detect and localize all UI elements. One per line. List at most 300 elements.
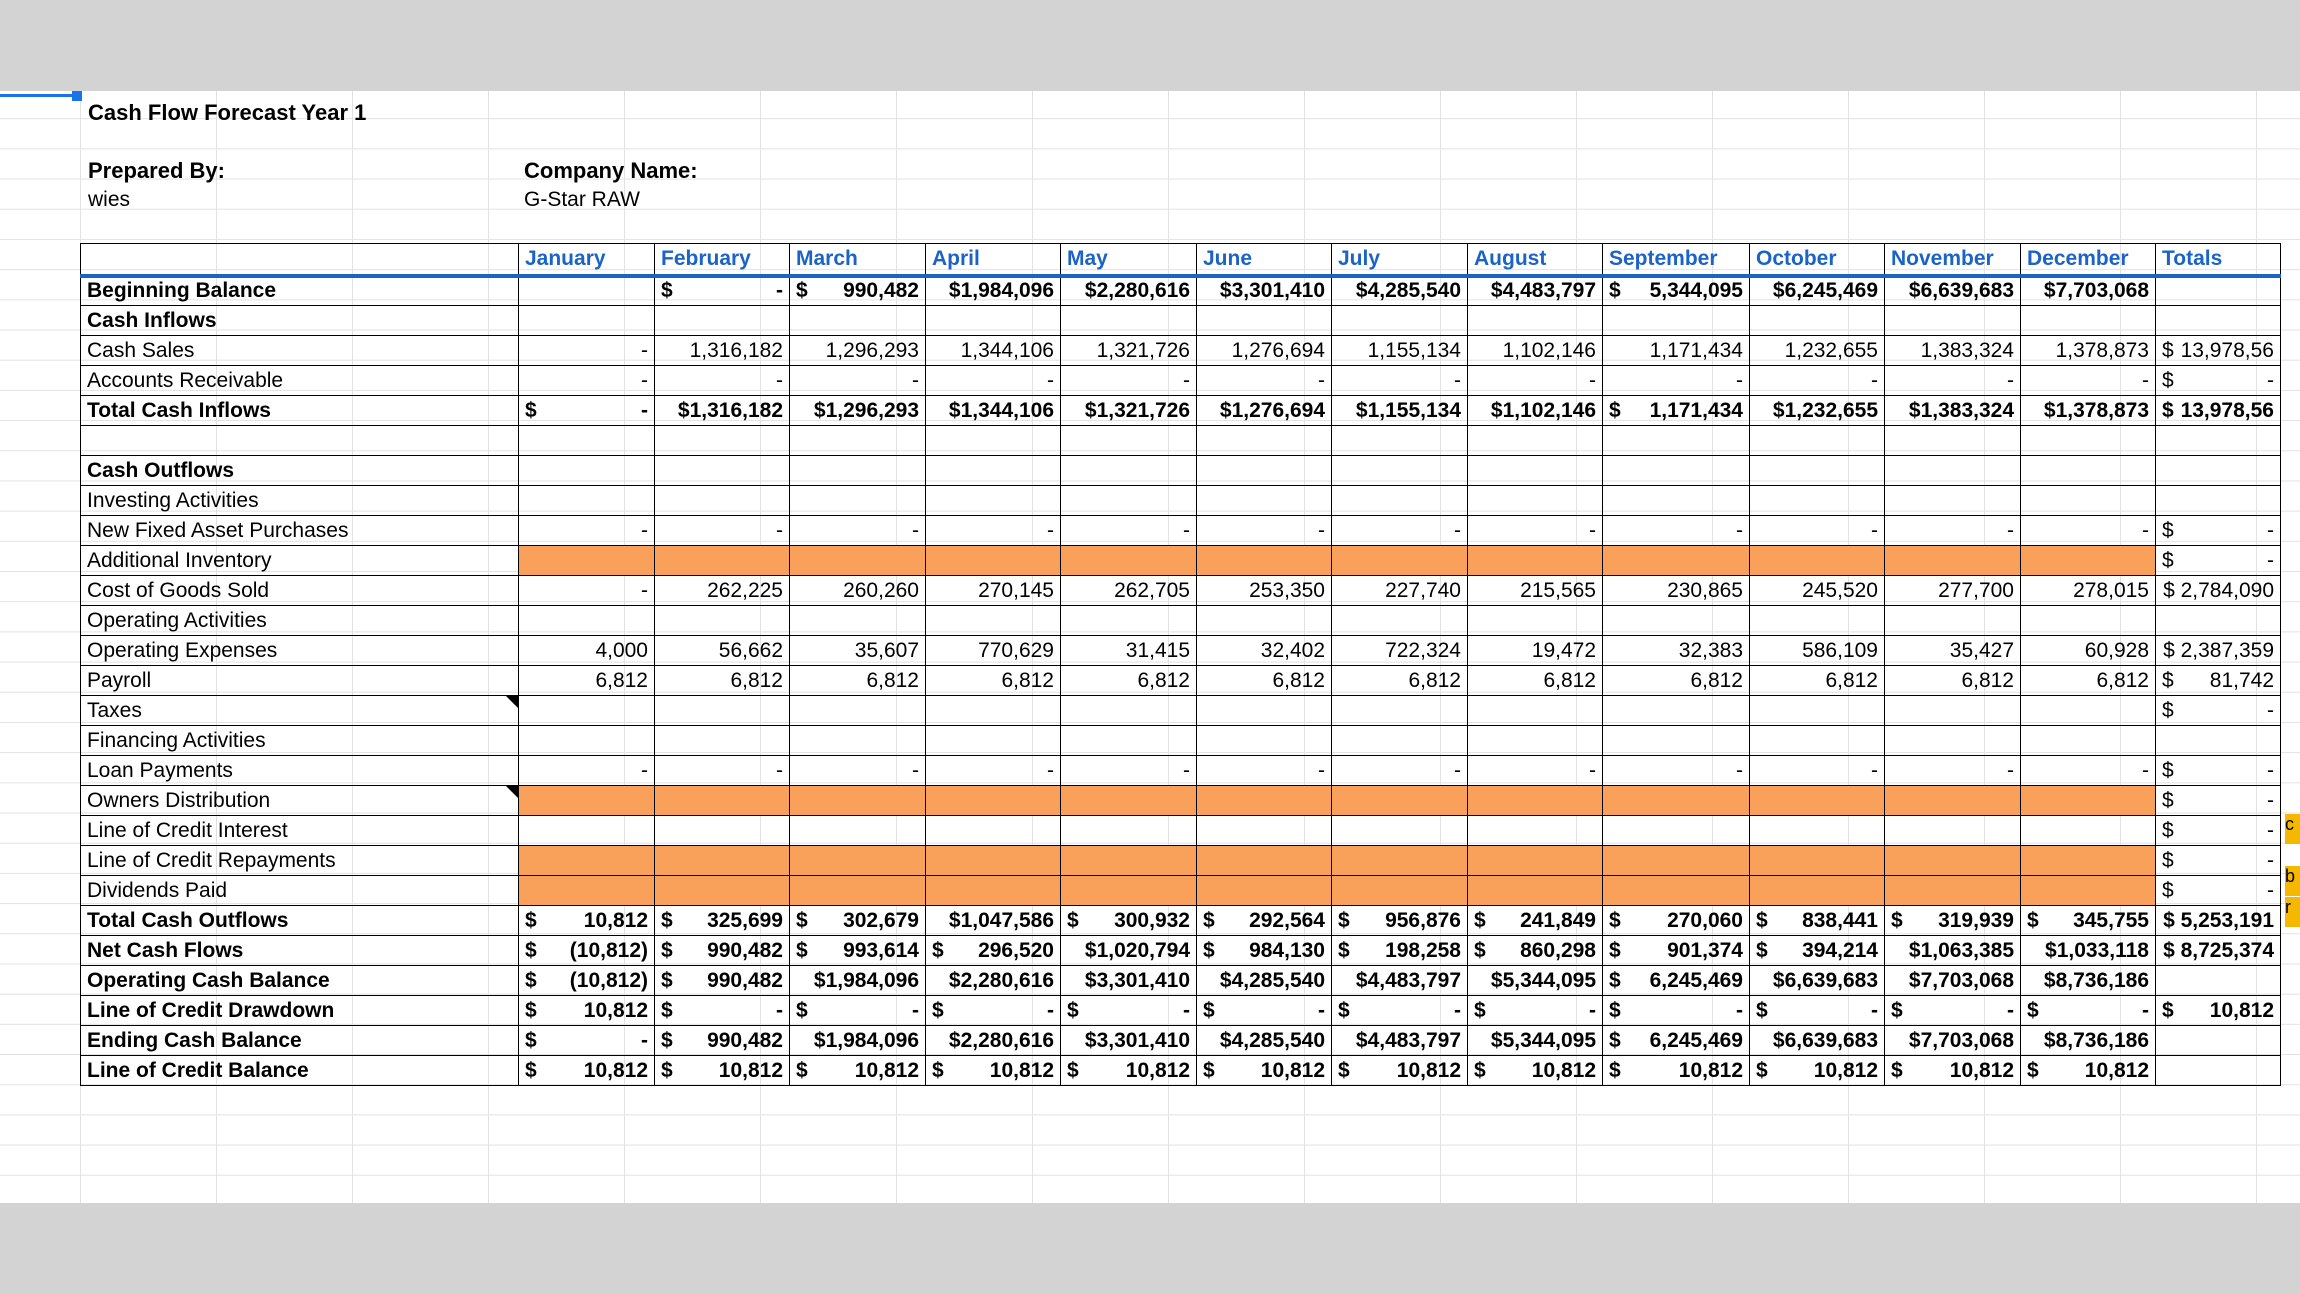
value-cell[interactable] — [926, 306, 1061, 336]
value-cell[interactable]: 262,705 — [1061, 576, 1197, 606]
total-cell[interactable] — [2156, 726, 2281, 756]
column-header-august[interactable]: August — [1468, 244, 1603, 276]
row-label[interactable]: Cost of Goods Sold — [81, 576, 519, 606]
row-label[interactable]: Total Cash Inflows — [81, 396, 519, 426]
row-label[interactable]: Financing Activities — [81, 726, 519, 756]
total-cell[interactable] — [2156, 486, 2281, 516]
value-cell[interactable] — [655, 606, 790, 636]
value-cell[interactable] — [1332, 696, 1468, 726]
total-cell[interactable] — [2156, 1026, 2281, 1056]
total-cell[interactable] — [2156, 816, 2281, 846]
value-cell[interactable] — [519, 306, 655, 336]
value-cell[interactable] — [655, 1026, 790, 1056]
row-label[interactable]: Line of Credit Balance — [81, 1056, 519, 1086]
row-label[interactable]: Line of Credit Interest — [81, 816, 519, 846]
row-label[interactable]: Operating Cash Balance — [81, 966, 519, 996]
value-cell[interactable] — [519, 456, 655, 486]
value-cell[interactable] — [790, 876, 926, 906]
prepared-by-value[interactable]: wies — [88, 188, 131, 211]
row-label[interactable]: Cash Sales — [81, 336, 519, 366]
value-cell[interactable] — [1332, 1056, 1468, 1086]
value-cell[interactable] — [519, 936, 655, 966]
value-cell[interactable]: 230,865 — [1603, 576, 1750, 606]
value-cell[interactable] — [1750, 426, 1885, 456]
value-cell[interactable]: 1,316,182 — [655, 336, 790, 366]
row-label[interactable]: Accounts Receivable — [81, 366, 519, 396]
value-cell[interactable]: $4,285,540 — [1197, 1026, 1332, 1056]
value-cell[interactable]: $8,736,186 — [2021, 966, 2156, 996]
value-cell[interactable] — [1750, 1056, 1885, 1086]
value-cell[interactable] — [655, 426, 790, 456]
column-header-january[interactable]: January — [519, 244, 655, 276]
value-cell[interactable]: - — [1197, 366, 1332, 396]
value-cell[interactable] — [790, 996, 926, 1026]
value-cell[interactable] — [2021, 456, 2156, 486]
total-cell[interactable] — [2156, 426, 2281, 456]
value-cell[interactable] — [790, 276, 926, 306]
row-label[interactable]: Beginning Balance — [81, 276, 519, 306]
value-cell[interactable] — [926, 936, 1061, 966]
value-cell[interactable] — [1885, 696, 2021, 726]
value-cell[interactable] — [1603, 486, 1750, 516]
value-cell[interactable]: $4,285,540 — [1197, 966, 1332, 996]
value-cell[interactable] — [655, 996, 790, 1026]
value-cell[interactable]: - — [1197, 516, 1332, 546]
value-cell[interactable] — [1197, 996, 1332, 1026]
value-cell[interactable] — [790, 606, 926, 636]
value-cell[interactable] — [1332, 936, 1468, 966]
value-cell[interactable]: 270,145 — [926, 576, 1061, 606]
value-cell[interactable] — [1061, 786, 1197, 816]
row-label[interactable]: Additional Inventory — [81, 546, 519, 576]
value-cell[interactable] — [1061, 486, 1197, 516]
value-cell[interactable]: - — [1061, 366, 1197, 396]
value-cell[interactable] — [790, 1056, 926, 1086]
value-cell[interactable]: $6,639,683 — [1750, 966, 1885, 996]
value-cell[interactable] — [655, 1056, 790, 1086]
value-cell[interactable] — [1885, 816, 2021, 846]
value-cell[interactable] — [519, 276, 655, 306]
value-cell[interactable] — [1197, 456, 1332, 486]
value-cell[interactable] — [1468, 786, 1603, 816]
value-cell[interactable]: 1,344,106 — [926, 336, 1061, 366]
value-cell[interactable] — [1468, 486, 1603, 516]
value-cell[interactable] — [1603, 306, 1750, 336]
value-cell[interactable] — [1061, 306, 1197, 336]
value-cell[interactable]: - — [519, 366, 655, 396]
value-cell[interactable] — [1885, 786, 2021, 816]
column-header-july[interactable]: July — [1332, 244, 1468, 276]
row-label[interactable]: Taxes — [81, 696, 519, 726]
row-label[interactable]: Payroll — [81, 666, 519, 696]
value-cell[interactable]: 227,740 — [1332, 576, 1468, 606]
value-cell[interactable] — [1197, 606, 1332, 636]
value-cell[interactable] — [1197, 876, 1332, 906]
value-cell[interactable] — [926, 546, 1061, 576]
value-cell[interactable] — [2021, 876, 2156, 906]
value-cell[interactable] — [1061, 696, 1197, 726]
value-cell[interactable] — [1197, 1056, 1332, 1086]
value-cell[interactable] — [519, 906, 655, 936]
value-cell[interactable] — [1885, 726, 2021, 756]
value-cell[interactable] — [1603, 546, 1750, 576]
value-cell[interactable]: $6,639,683 — [1750, 1026, 1885, 1056]
value-cell[interactable]: 6,812 — [655, 666, 790, 696]
row-label[interactable]: New Fixed Asset Purchases — [81, 516, 519, 546]
value-cell[interactable]: 770,629 — [926, 636, 1061, 666]
value-cell[interactable] — [1603, 606, 1750, 636]
value-cell[interactable] — [1468, 816, 1603, 846]
total-cell[interactable] — [2156, 966, 2281, 996]
total-cell[interactable] — [2156, 666, 2281, 696]
value-cell[interactable]: 19,472 — [1468, 636, 1603, 666]
value-cell[interactable] — [1603, 276, 1750, 306]
value-cell[interactable]: 586,109 — [1750, 636, 1885, 666]
value-cell[interactable]: $1,984,096 — [926, 276, 1061, 306]
value-cell[interactable] — [519, 486, 655, 516]
value-cell[interactable] — [1603, 906, 1750, 936]
value-cell[interactable]: $4,483,797 — [1468, 276, 1603, 306]
column-header-may[interactable]: May — [1061, 244, 1197, 276]
value-cell[interactable] — [655, 846, 790, 876]
value-cell[interactable]: 6,812 — [1468, 666, 1603, 696]
value-cell[interactable] — [790, 696, 926, 726]
value-cell[interactable] — [519, 1026, 655, 1056]
total-cell[interactable] — [2156, 846, 2281, 876]
value-cell[interactable]: - — [1332, 756, 1468, 786]
value-cell[interactable] — [1332, 726, 1468, 756]
value-cell[interactable]: 278,015 — [2021, 576, 2156, 606]
value-cell[interactable] — [1603, 876, 1750, 906]
value-cell[interactable]: 6,812 — [2021, 666, 2156, 696]
value-cell[interactable] — [1885, 906, 2021, 936]
value-cell[interactable]: - — [1603, 366, 1750, 396]
value-cell[interactable]: $1,984,096 — [790, 966, 926, 996]
value-cell[interactable]: $5,344,095 — [1468, 1026, 1603, 1056]
value-cell[interactable] — [1332, 876, 1468, 906]
value-cell[interactable]: - — [1603, 756, 1750, 786]
column-header-totals[interactable]: Totals — [2156, 244, 2281, 276]
value-cell[interactable]: $1,984,096 — [790, 1026, 926, 1056]
value-cell[interactable] — [1885, 876, 2021, 906]
value-cell[interactable]: $1,033,118 — [2021, 936, 2156, 966]
value-cell[interactable] — [1750, 726, 1885, 756]
value-cell[interactable]: 6,812 — [1750, 666, 1885, 696]
value-cell[interactable] — [1603, 996, 1750, 1026]
value-cell[interactable] — [1468, 1056, 1603, 1086]
value-cell[interactable]: 1,321,726 — [1061, 336, 1197, 366]
value-cell[interactable] — [790, 456, 926, 486]
value-cell[interactable] — [1061, 546, 1197, 576]
total-cell[interactable] — [2156, 306, 2281, 336]
value-cell[interactable]: 215,565 — [1468, 576, 1603, 606]
value-cell[interactable] — [2021, 906, 2156, 936]
value-cell[interactable]: 1,102,146 — [1468, 336, 1603, 366]
value-cell[interactable] — [519, 846, 655, 876]
total-cell[interactable] — [2156, 516, 2281, 546]
value-cell[interactable] — [1750, 846, 1885, 876]
value-cell[interactable] — [1468, 996, 1603, 1026]
value-cell[interactable] — [2021, 426, 2156, 456]
value-cell[interactable]: - — [655, 366, 790, 396]
value-cell[interactable]: 6,812 — [1197, 666, 1332, 696]
row-label[interactable]: Cash Outflows — [81, 456, 519, 486]
value-cell[interactable]: 32,383 — [1603, 636, 1750, 666]
prepared-by-label[interactable]: Prepared By: — [88, 158, 225, 183]
value-cell[interactable] — [519, 546, 655, 576]
column-header-march[interactable]: March — [790, 244, 926, 276]
value-cell[interactable] — [655, 966, 790, 996]
value-cell[interactable] — [790, 936, 926, 966]
value-cell[interactable] — [519, 696, 655, 726]
total-cell[interactable]: $ 2,387,359 — [2156, 636, 2281, 666]
value-cell[interactable] — [655, 546, 790, 576]
value-cell[interactable] — [1885, 846, 2021, 876]
value-cell[interactable] — [1197, 546, 1332, 576]
partial-cell[interactable]: b — [2285, 866, 2300, 896]
value-cell[interactable]: $1,020,794 — [1061, 936, 1197, 966]
value-cell[interactable] — [519, 816, 655, 846]
value-cell[interactable] — [790, 426, 926, 456]
value-cell[interactable]: $3,301,410 — [1061, 966, 1197, 996]
value-cell[interactable] — [1885, 426, 2021, 456]
value-cell[interactable]: 4,000 — [519, 636, 655, 666]
value-cell[interactable]: 31,415 — [1061, 636, 1197, 666]
value-cell[interactable]: 6,812 — [1332, 666, 1468, 696]
value-cell[interactable] — [1332, 426, 1468, 456]
partial-cell[interactable]: r — [2285, 897, 2300, 927]
value-cell[interactable]: 35,607 — [790, 636, 926, 666]
value-cell[interactable]: 56,662 — [655, 636, 790, 666]
value-cell[interactable] — [1468, 906, 1603, 936]
value-cell[interactable] — [926, 846, 1061, 876]
value-cell[interactable]: $1,378,873 — [2021, 396, 2156, 426]
value-cell[interactable] — [1197, 306, 1332, 336]
value-cell[interactable] — [1750, 606, 1885, 636]
value-cell[interactable]: 1,276,694 — [1197, 336, 1332, 366]
value-cell[interactable] — [1750, 876, 1885, 906]
value-cell[interactable]: $1,344,106 — [926, 396, 1061, 426]
value-cell[interactable] — [1061, 426, 1197, 456]
value-cell[interactable] — [1061, 876, 1197, 906]
value-cell[interactable]: - — [2021, 366, 2156, 396]
row-label[interactable]: Line of Credit Repayments — [81, 846, 519, 876]
value-cell[interactable] — [1885, 306, 2021, 336]
value-cell[interactable] — [1197, 486, 1332, 516]
value-cell[interactable]: $1,276,694 — [1197, 396, 1332, 426]
value-cell[interactable] — [790, 816, 926, 846]
value-cell[interactable] — [926, 696, 1061, 726]
total-cell[interactable] — [2156, 276, 2281, 306]
value-cell[interactable] — [1603, 696, 1750, 726]
value-cell[interactable] — [1468, 606, 1603, 636]
value-cell[interactable] — [1885, 996, 2021, 1026]
value-cell[interactable]: $2,280,616 — [926, 966, 1061, 996]
value-cell[interactable] — [1603, 456, 1750, 486]
value-cell[interactable] — [1603, 786, 1750, 816]
value-cell[interactable] — [1332, 606, 1468, 636]
value-cell[interactable] — [1750, 786, 1885, 816]
value-cell[interactable]: 722,324 — [1332, 636, 1468, 666]
value-cell[interactable]: - — [926, 366, 1061, 396]
value-cell[interactable]: - — [1750, 756, 1885, 786]
value-cell[interactable]: 1,296,293 — [790, 336, 926, 366]
value-cell[interactable] — [926, 486, 1061, 516]
value-cell[interactable] — [655, 456, 790, 486]
value-cell[interactable] — [1197, 696, 1332, 726]
total-cell[interactable] — [2156, 1056, 2281, 1086]
value-cell[interactable]: 253,350 — [1197, 576, 1332, 606]
value-cell[interactable]: - — [1750, 366, 1885, 396]
value-cell[interactable] — [1603, 1026, 1750, 1056]
value-cell[interactable]: - — [1332, 516, 1468, 546]
value-cell[interactable]: - — [1885, 366, 2021, 396]
value-cell[interactable] — [1885, 486, 2021, 516]
column-header-december[interactable]: December — [2021, 244, 2156, 276]
total-cell[interactable]: $ 5,253,191 — [2156, 906, 2281, 936]
total-cell[interactable] — [2156, 396, 2281, 426]
value-cell[interactable] — [1468, 726, 1603, 756]
value-cell[interactable] — [1332, 546, 1468, 576]
value-cell[interactable]: - — [1332, 366, 1468, 396]
value-cell[interactable]: $6,245,469 — [1750, 276, 1885, 306]
value-cell[interactable]: - — [926, 516, 1061, 546]
value-cell[interactable]: $4,483,797 — [1332, 1026, 1468, 1056]
value-cell[interactable]: 1,155,134 — [1332, 336, 1468, 366]
value-cell[interactable]: - — [519, 576, 655, 606]
value-cell[interactable] — [926, 996, 1061, 1026]
value-cell[interactable]: $6,639,683 — [1885, 276, 2021, 306]
total-cell[interactable]: $ 8,725,374 — [2156, 936, 2281, 966]
value-cell[interactable] — [1468, 846, 1603, 876]
value-cell[interactable] — [1061, 816, 1197, 846]
total-cell[interactable] — [2156, 366, 2281, 396]
value-cell[interactable] — [2021, 726, 2156, 756]
value-cell[interactable]: $7,703,068 — [1885, 966, 2021, 996]
value-cell[interactable]: - — [1061, 516, 1197, 546]
value-cell[interactable] — [926, 456, 1061, 486]
value-cell[interactable] — [519, 1056, 655, 1086]
value-cell[interactable] — [1061, 846, 1197, 876]
value-cell[interactable] — [519, 996, 655, 1026]
value-cell[interactable] — [1197, 426, 1332, 456]
value-cell[interactable]: 260,260 — [790, 576, 926, 606]
column-header-february[interactable]: February — [655, 244, 790, 276]
value-cell[interactable]: 6,812 — [1061, 666, 1197, 696]
value-cell[interactable] — [1750, 306, 1885, 336]
value-cell[interactable]: $1,155,134 — [1332, 396, 1468, 426]
value-cell[interactable] — [1468, 456, 1603, 486]
column-header-september[interactable]: September — [1603, 244, 1750, 276]
value-cell[interactable] — [1603, 1056, 1750, 1086]
value-cell[interactable] — [1603, 426, 1750, 456]
value-cell[interactable]: 277,700 — [1885, 576, 2021, 606]
value-cell[interactable] — [519, 786, 655, 816]
value-cell[interactable] — [1332, 816, 1468, 846]
value-cell[interactable]: - — [1603, 516, 1750, 546]
value-cell[interactable] — [1061, 456, 1197, 486]
value-cell[interactable]: - — [790, 756, 926, 786]
value-cell[interactable] — [1332, 486, 1468, 516]
total-cell[interactable] — [2156, 336, 2281, 366]
value-cell[interactable] — [1750, 936, 1885, 966]
value-cell[interactable]: $4,483,797 — [1332, 966, 1468, 996]
value-cell[interactable]: - — [1885, 756, 2021, 786]
column-header-june[interactable]: June — [1197, 244, 1332, 276]
value-cell[interactable] — [1603, 936, 1750, 966]
value-cell[interactable]: $2,280,616 — [926, 1026, 1061, 1056]
value-cell[interactable] — [1061, 1056, 1197, 1086]
company-name-value[interactable]: G-Star RAW — [524, 188, 640, 211]
row-label[interactable] — [81, 426, 519, 456]
value-cell[interactable] — [1332, 996, 1468, 1026]
value-cell[interactable] — [790, 846, 926, 876]
value-cell[interactable] — [1197, 726, 1332, 756]
value-cell[interactable] — [519, 966, 655, 996]
header-corner-cell[interactable] — [81, 244, 519, 276]
value-cell[interactable] — [2021, 1056, 2156, 1086]
row-label[interactable]: Cash Inflows — [81, 306, 519, 336]
value-cell[interactable] — [1603, 966, 1750, 996]
value-cell[interactable]: $1,296,293 — [790, 396, 926, 426]
sheet-title[interactable]: Cash Flow Forecast Year 1 — [88, 100, 367, 125]
value-cell[interactable]: $1,102,146 — [1468, 396, 1603, 426]
value-cell[interactable] — [926, 606, 1061, 636]
value-cell[interactable]: 1,171,434 — [1603, 336, 1750, 366]
value-cell[interactable] — [655, 696, 790, 726]
value-cell[interactable] — [1061, 996, 1197, 1026]
value-cell[interactable] — [2021, 486, 2156, 516]
value-cell[interactable] — [655, 936, 790, 966]
value-cell[interactable]: - — [790, 366, 926, 396]
value-cell[interactable]: $4,285,540 — [1332, 276, 1468, 306]
value-cell[interactable]: - — [1885, 516, 2021, 546]
row-label[interactable]: Net Cash Flows — [81, 936, 519, 966]
value-cell[interactable] — [1603, 396, 1750, 426]
value-cell[interactable] — [1885, 456, 2021, 486]
value-cell[interactable] — [1885, 546, 2021, 576]
value-cell[interactable] — [790, 786, 926, 816]
value-cell[interactable] — [1603, 846, 1750, 876]
row-label[interactable]: Loan Payments — [81, 756, 519, 786]
value-cell[interactable]: - — [519, 516, 655, 546]
value-cell[interactable] — [1468, 426, 1603, 456]
column-header-october[interactable]: October — [1750, 244, 1885, 276]
total-cell[interactable] — [2156, 696, 2281, 726]
value-cell[interactable] — [926, 426, 1061, 456]
value-cell[interactable] — [519, 396, 655, 426]
value-cell[interactable] — [2021, 546, 2156, 576]
value-cell[interactable] — [519, 606, 655, 636]
value-cell[interactable]: - — [1061, 756, 1197, 786]
value-cell[interactable]: $3,301,410 — [1061, 1026, 1197, 1056]
value-cell[interactable] — [1061, 606, 1197, 636]
value-cell[interactable]: $5,344,095 — [1468, 966, 1603, 996]
value-cell[interactable] — [1468, 696, 1603, 726]
value-cell[interactable]: - — [1750, 516, 1885, 546]
value-cell[interactable]: $7,703,068 — [1885, 1026, 2021, 1056]
value-cell[interactable]: $1,316,182 — [655, 396, 790, 426]
value-cell[interactable]: 60,928 — [2021, 636, 2156, 666]
value-cell[interactable]: 35,427 — [1885, 636, 2021, 666]
value-cell[interactable]: - — [790, 516, 926, 546]
value-cell[interactable]: $3,301,410 — [1197, 276, 1332, 306]
value-cell[interactable]: 1,378,873 — [2021, 336, 2156, 366]
value-cell[interactable] — [926, 876, 1061, 906]
value-cell[interactable] — [1603, 726, 1750, 756]
value-cell[interactable]: 1,383,324 — [1885, 336, 2021, 366]
value-cell[interactable]: $1,063,385 — [1885, 936, 2021, 966]
